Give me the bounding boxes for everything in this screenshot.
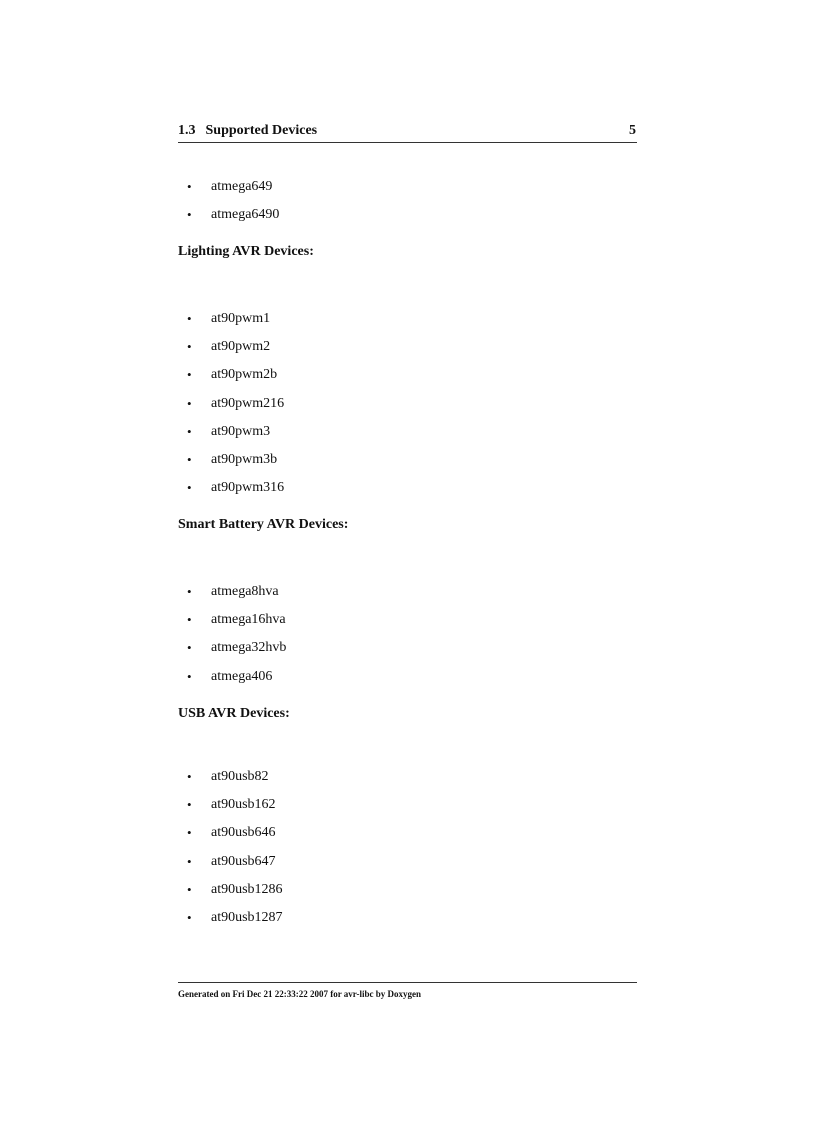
list-item	[187, 668, 286, 696]
bullet-icon: •	[187, 451, 192, 467]
device-name: at90pwm1	[211, 311, 271, 326]
smart-battery-avr-device-list	[187, 583, 286, 696]
bullet-icon: •	[187, 395, 192, 411]
device-name: at90usb1286	[211, 881, 283, 897]
device-name: at90pwm2	[211, 339, 271, 355]
list-item	[187, 881, 283, 909]
list-item	[187, 310, 284, 338]
bullet-icon: •	[187, 480, 192, 496]
device-name: at90usb82	[211, 769, 269, 784]
usb-avr-heading: USB AVR Devices:	[178, 706, 290, 721]
bullet-icon: •	[187, 207, 192, 223]
bullet-icon: •	[187, 853, 192, 869]
list-item	[187, 796, 283, 824]
device-name: at90pwm316	[211, 480, 285, 496]
list-item	[187, 338, 284, 366]
device-list-continued	[187, 178, 279, 234]
device-name: at90pwm3	[211, 423, 271, 439]
section-heading	[178, 123, 317, 139]
usb-avr-device-list	[187, 768, 283, 937]
list-item	[187, 583, 286, 611]
device-name: at90usb162	[211, 797, 276, 813]
list-item	[187, 639, 286, 667]
list-item	[187, 206, 279, 234]
bullet-icon: •	[187, 668, 192, 684]
bullet-icon: •	[187, 640, 192, 656]
device-name: at90pwm3b	[211, 451, 278, 467]
list-item	[187, 178, 279, 206]
list-item	[187, 423, 284, 451]
device-name: at90usb647	[211, 853, 276, 869]
bullet-icon: •	[187, 769, 192, 784]
list-item	[187, 824, 283, 852]
bullet-icon: •	[187, 584, 192, 599]
page-footer: Generated on Fri Dec 21 22:33:22 2007 for avr-libc by Doxygen	[178, 989, 421, 999]
bullet-icon: •	[187, 881, 192, 897]
list-item	[187, 451, 284, 479]
device-name: at90pwm216	[211, 395, 285, 411]
section-number: 1.3	[178, 123, 196, 138]
bullet-icon: •	[187, 339, 192, 355]
bullet-icon: •	[187, 311, 192, 326]
bullet-icon: •	[187, 612, 192, 628]
bullet-icon: •	[187, 423, 192, 439]
bullet-icon: •	[187, 797, 192, 813]
device-name: at90usb1287	[211, 909, 283, 925]
bullet-icon: •	[187, 909, 192, 925]
list-item	[187, 768, 283, 796]
device-name: at90pwm2b	[211, 367, 278, 383]
footer-divider	[178, 982, 637, 983]
device-name: atmega406	[211, 668, 273, 684]
list-item	[187, 395, 284, 423]
bullet-icon: •	[187, 179, 192, 194]
bullet-icon: •	[187, 367, 192, 383]
device-name: atmega32hvb	[211, 640, 287, 656]
page-number: 5	[629, 123, 636, 138]
lighting-avr-device-list	[187, 310, 284, 507]
list-item	[187, 479, 284, 507]
smart-battery-avr-heading: Smart Battery AVR Devices:	[178, 517, 349, 532]
device-name: atmega8hva	[211, 584, 279, 599]
device-name: atmega16hva	[211, 612, 286, 628]
list-item	[187, 366, 284, 394]
page-header	[178, 123, 637, 143]
lighting-avr-heading: Lighting AVR Devices:	[178, 244, 314, 259]
list-item	[187, 909, 283, 937]
list-item	[187, 853, 283, 881]
device-name: atmega6490	[211, 207, 280, 223]
device-name: at90usb646	[211, 825, 276, 841]
section-title: Supported Devices	[205, 123, 318, 138]
device-name: atmega649	[211, 179, 273, 194]
list-item	[187, 611, 286, 639]
bullet-icon: •	[187, 825, 192, 841]
